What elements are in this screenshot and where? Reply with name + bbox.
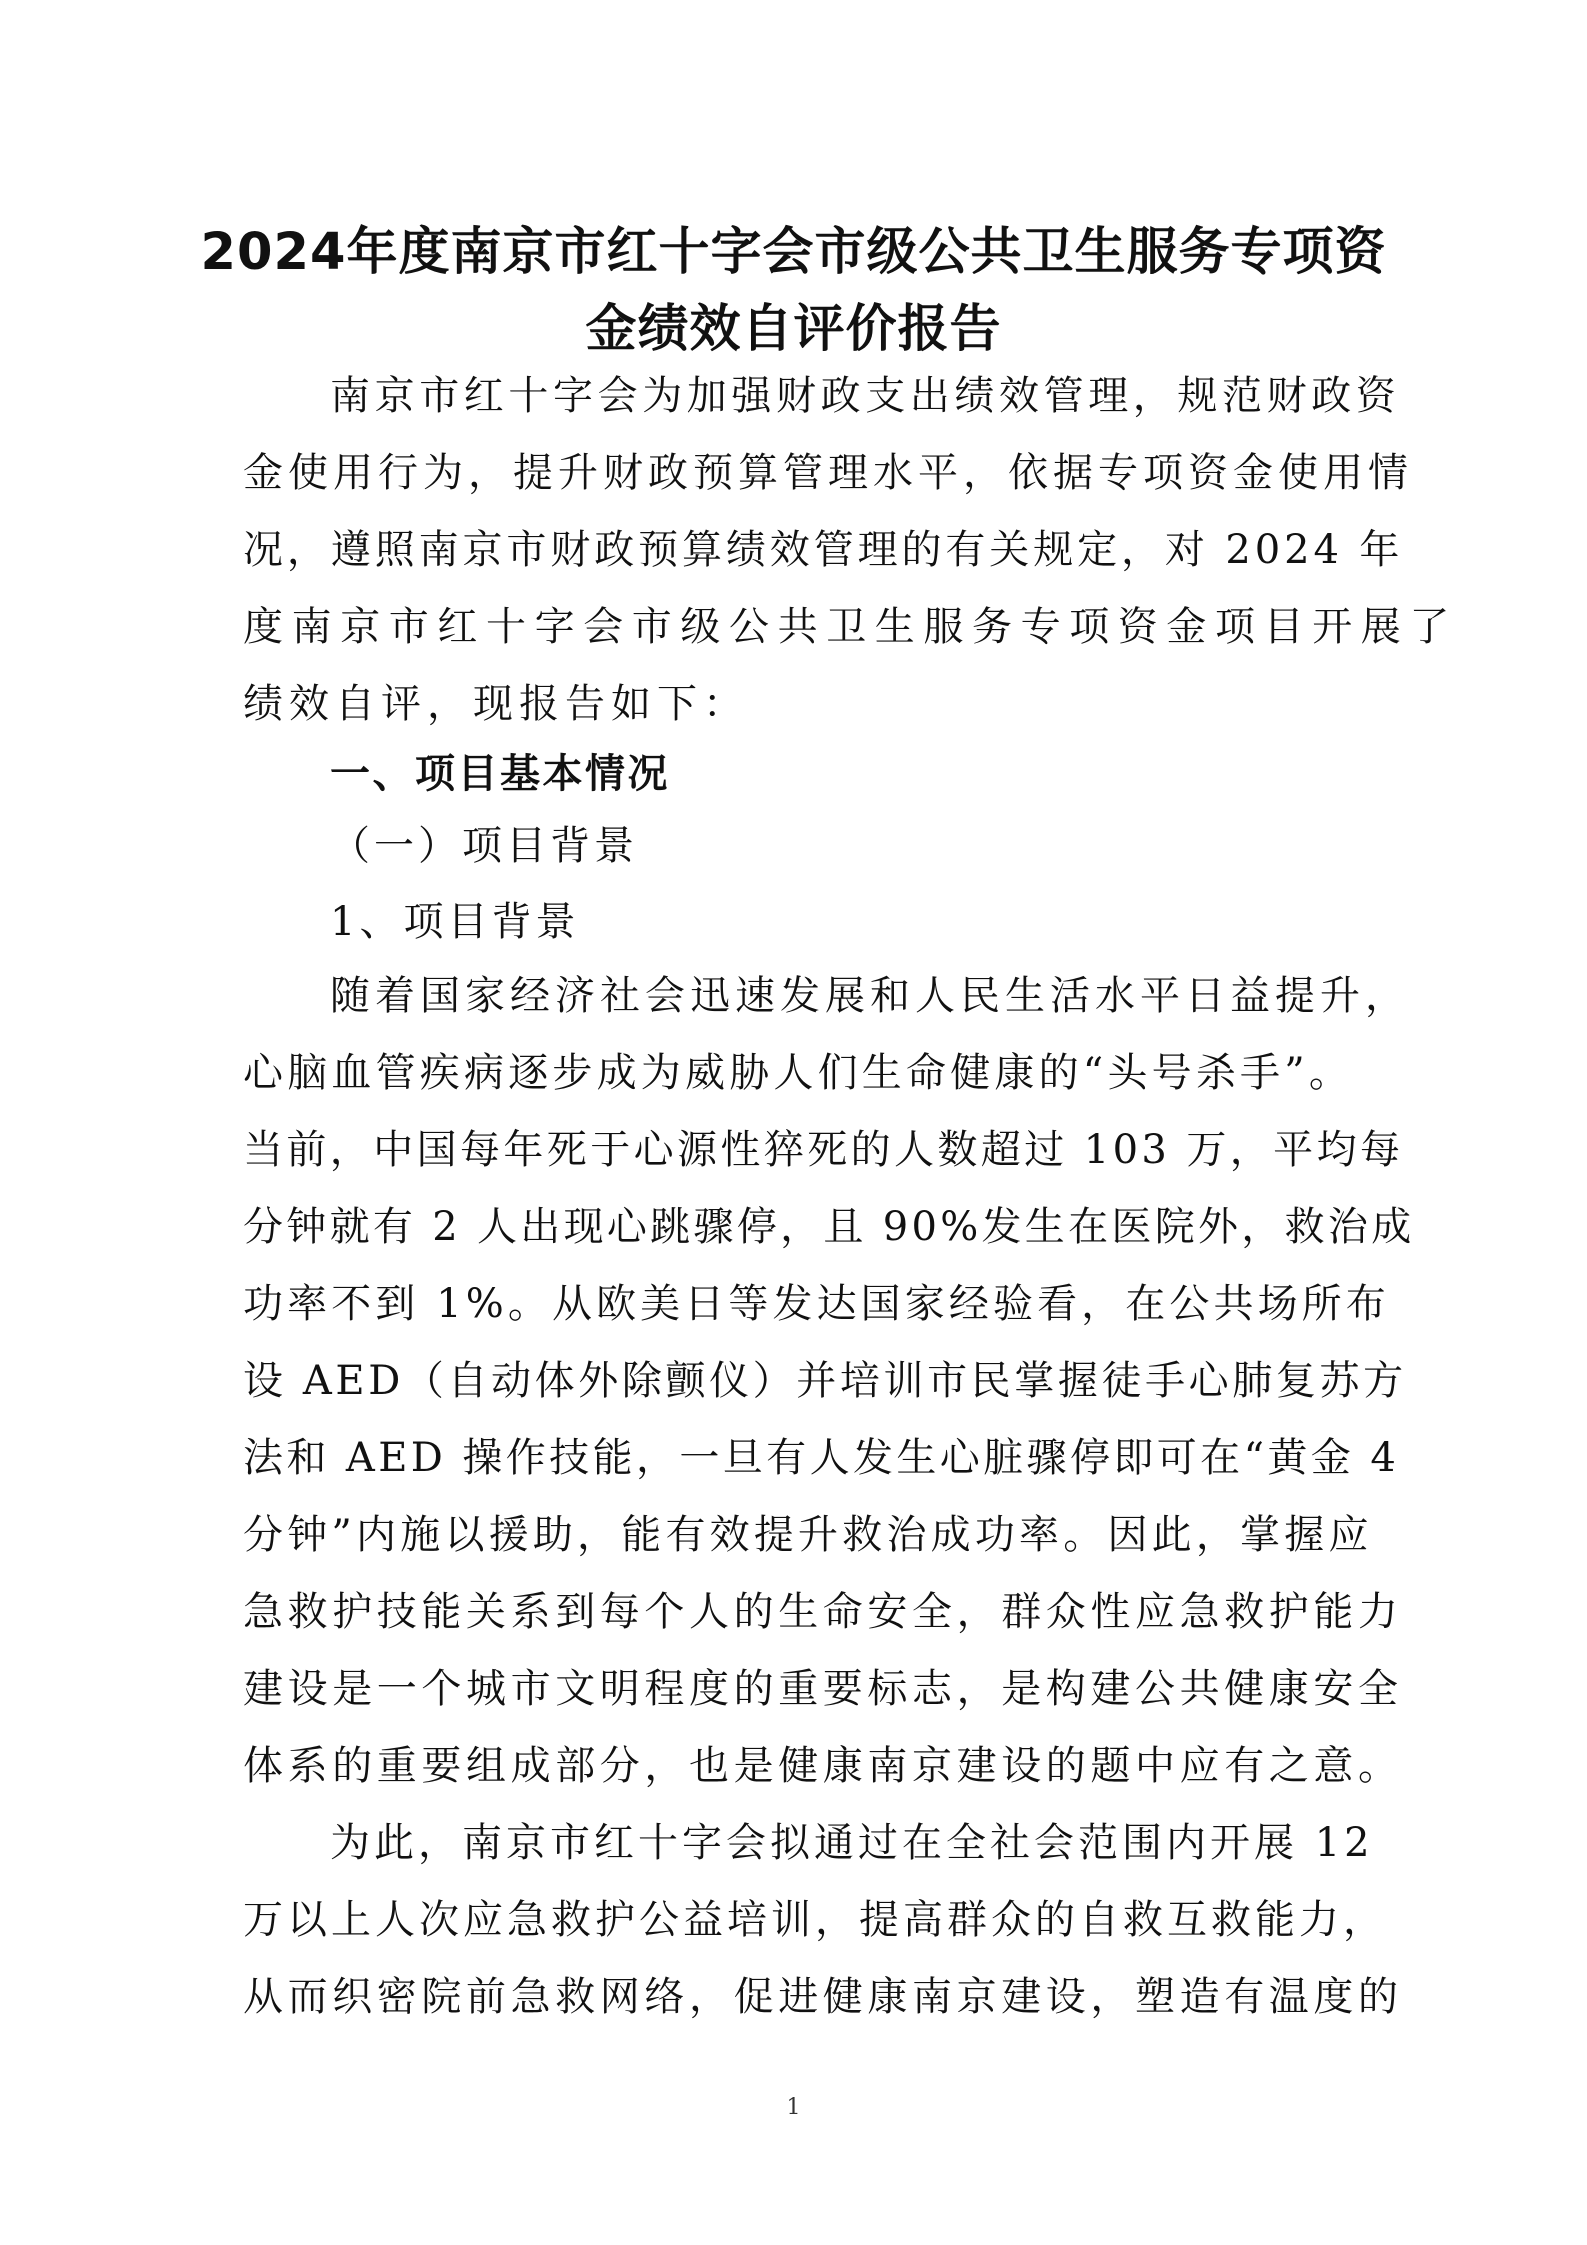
intro-paragraph-line: 金使用行为，提升财政预算管理水平，依据专项资金使用情 bbox=[243, 450, 1413, 496]
background-paragraph-line: 体系的重要组成部分，也是健康南京建设的题中应有之意。 bbox=[243, 1743, 1403, 1789]
background-paragraph-line: 功率不到 1%。从欧美日等发达国家经验看，在公共场所布 bbox=[243, 1281, 1390, 1327]
intro-paragraph-line: 况，遵照南京市财政预算绩效管理的有关规定，对 2024 年 bbox=[243, 527, 1404, 573]
report-title-line-1: 2024年度南京市红十字会市级公共卫生服务专项资 bbox=[200, 223, 1387, 282]
background-paragraph-line: 急救护技能关系到每个人的生命安全，群众性应急救护能力 bbox=[243, 1589, 1403, 1635]
background-paragraph-line: 法和 AED 操作技能，一旦有人发生心脏骤停即可在“黄金 4 bbox=[243, 1435, 1400, 1481]
background-paragraph-line: 随着国家经济社会迅速发展和人民生活水平日益提升， bbox=[330, 973, 1410, 1019]
intro-paragraph-line: 度南京市红十字会市级公共卫生服务专项资金项目开展了 bbox=[243, 604, 1458, 650]
intro-paragraph-line: 绩效自评，现报告如下： bbox=[243, 681, 749, 727]
background-paragraph-line: 心脑血管疾病逐步成为威胁人们生命健康的“头号杀手”。 bbox=[243, 1050, 1354, 1096]
background-paragraph-line: 分钟就有 2 人出现心跳骤停，且 90%发生在医院外，救治成 bbox=[243, 1204, 1415, 1250]
background-paragraph-line: 建设是一个城市文明程度的重要标志，是构建公共健康安全 bbox=[243, 1666, 1403, 1712]
subsection-heading: （一）项目背景 bbox=[330, 823, 638, 869]
section-heading: 一、项目基本情况 bbox=[330, 751, 670, 797]
plan-paragraph-line: 从而织密院前急救网络，促进健康南京建设，塑造有温度的 bbox=[243, 1974, 1403, 2020]
intro-paragraph-line: 南京市红十字会为加强财政支出绩效管理，规范财政资 bbox=[330, 373, 1401, 419]
report-title-line-2: 金绩效自评价报告 bbox=[585, 300, 1002, 359]
plan-paragraph-line: 为此，南京市红十字会拟通过在全社会范围内开展 12 bbox=[330, 1820, 1374, 1866]
item-heading: 1、项目背景 bbox=[330, 899, 580, 945]
page-number: 1 bbox=[786, 2095, 801, 2120]
background-paragraph-line: 当前，中国每年死于心源性猝死的人数超过 103 万，平均每 bbox=[243, 1127, 1404, 1173]
plan-paragraph-line: 万以上人次应急救护公益培训，提高群众的自救互救能力， bbox=[243, 1897, 1387, 1943]
background-paragraph-line: 分钟”内施以援助，能有效提升救治成功率。因此，掌握应 bbox=[243, 1512, 1373, 1558]
background-paragraph-line: 设 AED（自动体外除颤仪）并培训市民掌握徒手心肺复苏方 bbox=[243, 1358, 1407, 1404]
